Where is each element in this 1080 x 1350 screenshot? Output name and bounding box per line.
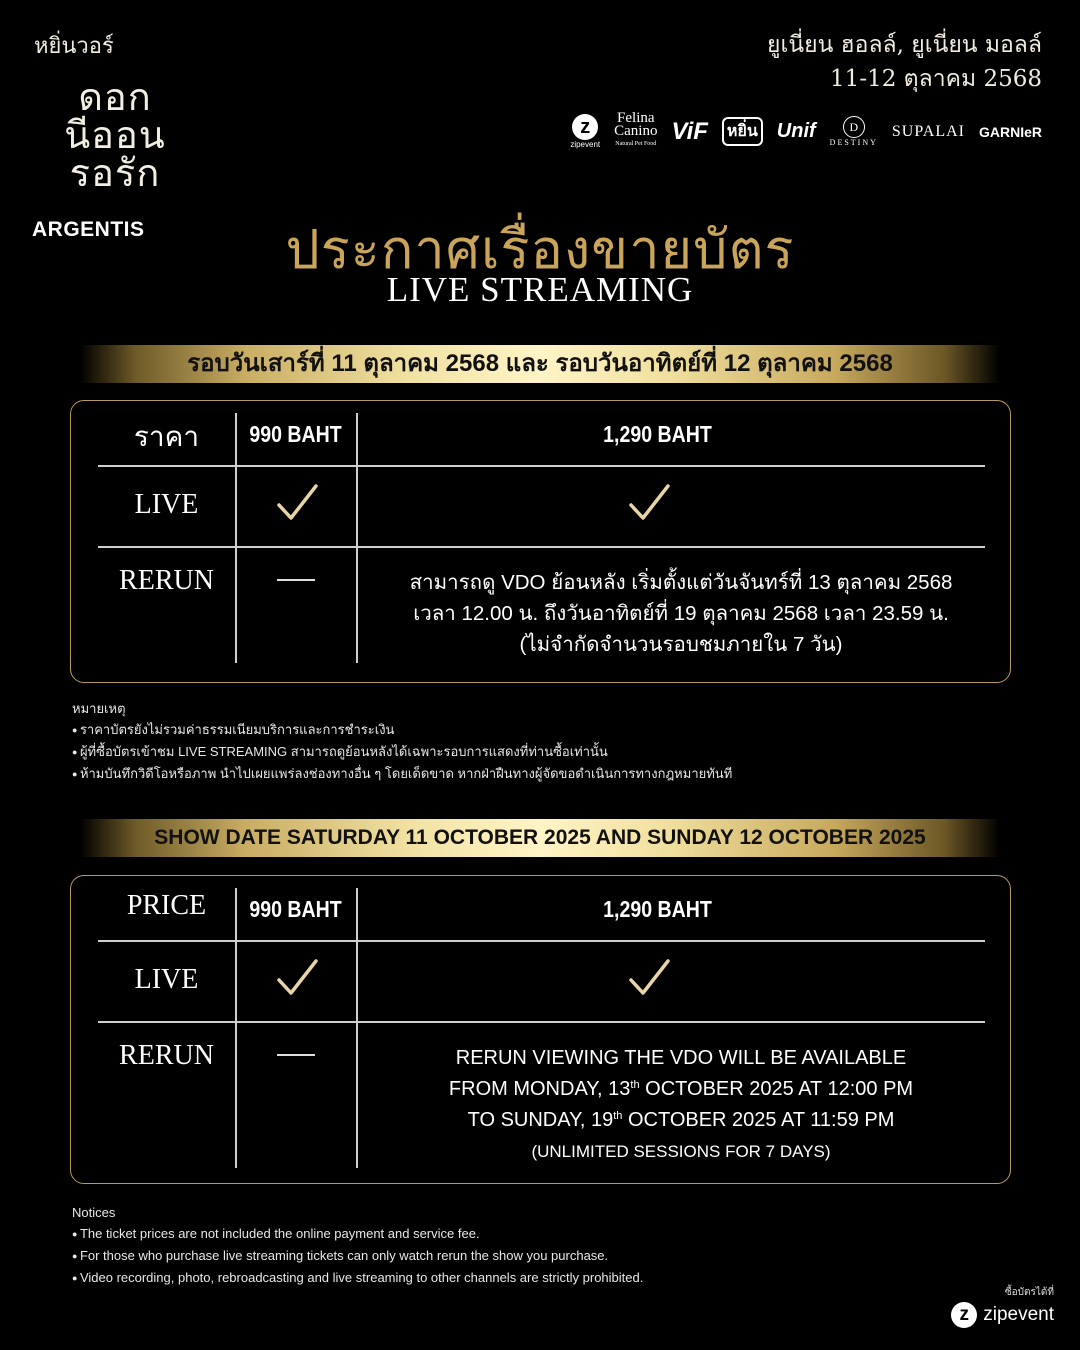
sponsor-supalai: SUPALAI [891,122,965,140]
price-990-header: 990 BAHT [249,896,342,922]
sponsor-garnier: GARNIeR [978,123,1042,140]
notes-title: Notices [72,1205,116,1220]
rerun-line-1: สามารถดู VDO ย้อนหลัง เริ่มตั้งแต่วันจันทร์ที่ 13 ตุลาคม 2568 [409,571,953,594]
rerun-line-3: (ไม่จำกัดจำนวนรอบชมภายใน 7 วัน) [519,633,843,656]
check-icon [276,958,318,998]
rerun-line-3 [356,1105,1006,1136]
note-item: ● ห้ามบันทึกวิดีโอหรือภาพ นำไปเผยแพร่ลงช่องทางอื่น ๆ โดยเด็ดขาด หากฝ่าฝืนทางผู้จัดขอดำเนินการทางกฎหมายทันที [72,763,732,785]
sponsor-felina-label: Felina [617,110,655,126]
rerun-line-4: (UNLIMITED SESSIONS FOR 7 DAYS) [531,1142,831,1161]
announcement-title-thai: ประกาศเรื่องขายบัตร [285,218,795,281]
zipevent-icon: z [951,1302,977,1328]
notes-thai [72,698,732,785]
sponsor-unif: Unif [776,120,816,142]
price-label: ราคา [133,422,200,453]
note-item: ● Video recording, photo, rebroadcasting and live streaming to other channels are strictly prohibited. [72,1267,643,1289]
show-date-banner-thai: รอบวันเสาร์ที่ 11 ตุลาคม 2568 และ รอบวันอาทิตย์ที่ 12 ตุลาคม 2568 [80,345,1000,383]
price-1290-header: 1,290 BAHT [603,896,712,922]
price-label: PRICE [126,890,207,921]
sponsor-yor: หยิ่น [722,117,763,146]
announcement-title-english: LIVE STREAMING [386,270,694,309]
note-item: ● ราคาบัตรยังไม่รวมค่าธรรมเนียมบริการและการชำระเงิน [72,719,732,741]
price-990-header: 990 BAHT [249,421,342,447]
note-item: ● ผู้ที่ซื้อบัตรเข้าชม LIVE STREAMING สามารถดูย้อนหลังได้เฉพาะรอบการแสดงที่ท่านซื้อเท่านั้น [72,741,732,763]
venue-dates: 11-12 ตุลาคม 2568 [830,66,1042,92]
rerun-label: RERUN [119,565,214,596]
not-available-dash [277,1054,315,1056]
rerun-description-thai [356,567,1006,660]
zipevent-icon: z [572,114,598,140]
destiny-icon: D [843,116,865,138]
rerun-line-2 [356,1074,1006,1105]
sponsor-felina [614,112,657,151]
price-1290-header: 1,290 BAHT [603,421,712,447]
show-date-banner-english: SHOW DATE SATURDAY 11 OCTOBER 2025 AND SUNDAY 12 OCTOBER 2025 [80,819,1000,857]
brand-small-text: หยิ่นวอร์ [34,34,114,59]
rerun-line-1: RERUN VIEWING THE VDO WILL BE AVAILABLE [455,1047,907,1069]
check-icon [628,958,670,998]
notes-title: หมายเหตุ [72,701,126,716]
argentis-logo: ARGENTIS [32,218,145,241]
live-label: LIVE [134,489,199,520]
zipevent-logo[interactable] [951,1302,1054,1328]
sponsor-vif: ViF [671,117,708,145]
sponsor-zipevent [570,114,600,149]
show-logo [30,75,200,195]
venue-info [767,28,1042,96]
note-item: ● The ticket prices are not included the online payment and service fee. [72,1223,643,1245]
buy-tickets-text: ซื้อบัตรได้ที่ [1004,1287,1054,1298]
sponsor-felina-label-2: Canino [614,123,658,139]
rerun-description-english [356,1043,1006,1167]
rerun-label: RERUN [119,1040,214,1071]
rerun-line-2-start: FROM MONDAY, 13 [448,1078,631,1100]
sponsor-destiny [830,116,878,147]
rerun-line-3-sup: th [613,1110,623,1122]
check-icon [276,483,318,523]
rerun-line-3-end: OCTOBER 2025 AT 11:59 PM [622,1109,895,1131]
price-table-thai [70,400,1011,683]
logo-line-1: ดอกนีออน [64,75,166,157]
sponsor-zipevent-label: zipevent [570,140,601,149]
venue-name: ยูเนี่ยน ฮอลล์, ยูเนี่ยน มอลล์ [767,32,1042,58]
rerun-line-2-sup: th [630,1079,640,1091]
sponsor-destiny-label: DESTINY [829,138,878,147]
rerun-line-2: เวลา 12.00 น. ถึงวันอาทิตย์ที่ 19 ตุลาคม 2568 เวลา 23.59 น. [413,602,949,625]
note-item: ● For those who purchase live streaming tickets can only watch rerun the show you purchase. [72,1245,643,1267]
price-table-english [70,875,1011,1184]
live-label: LIVE [134,964,199,995]
notes-english [72,1202,643,1289]
not-available-dash [277,579,315,581]
logo-line-2: รอรัก [69,151,161,195]
rerun-line-2-end: OCTOBER 2025 AT 12:00 PM [639,1078,914,1100]
sponsor-logos [570,112,1042,151]
sponsor-felina-sub: Natural Pet Food [615,141,657,147]
check-icon [628,483,670,523]
ticket-source-footer [951,1285,1054,1328]
zipevent-label: zipevent [983,1304,1054,1325]
rerun-line-3-start: TO SUNDAY, 19 [467,1109,614,1131]
